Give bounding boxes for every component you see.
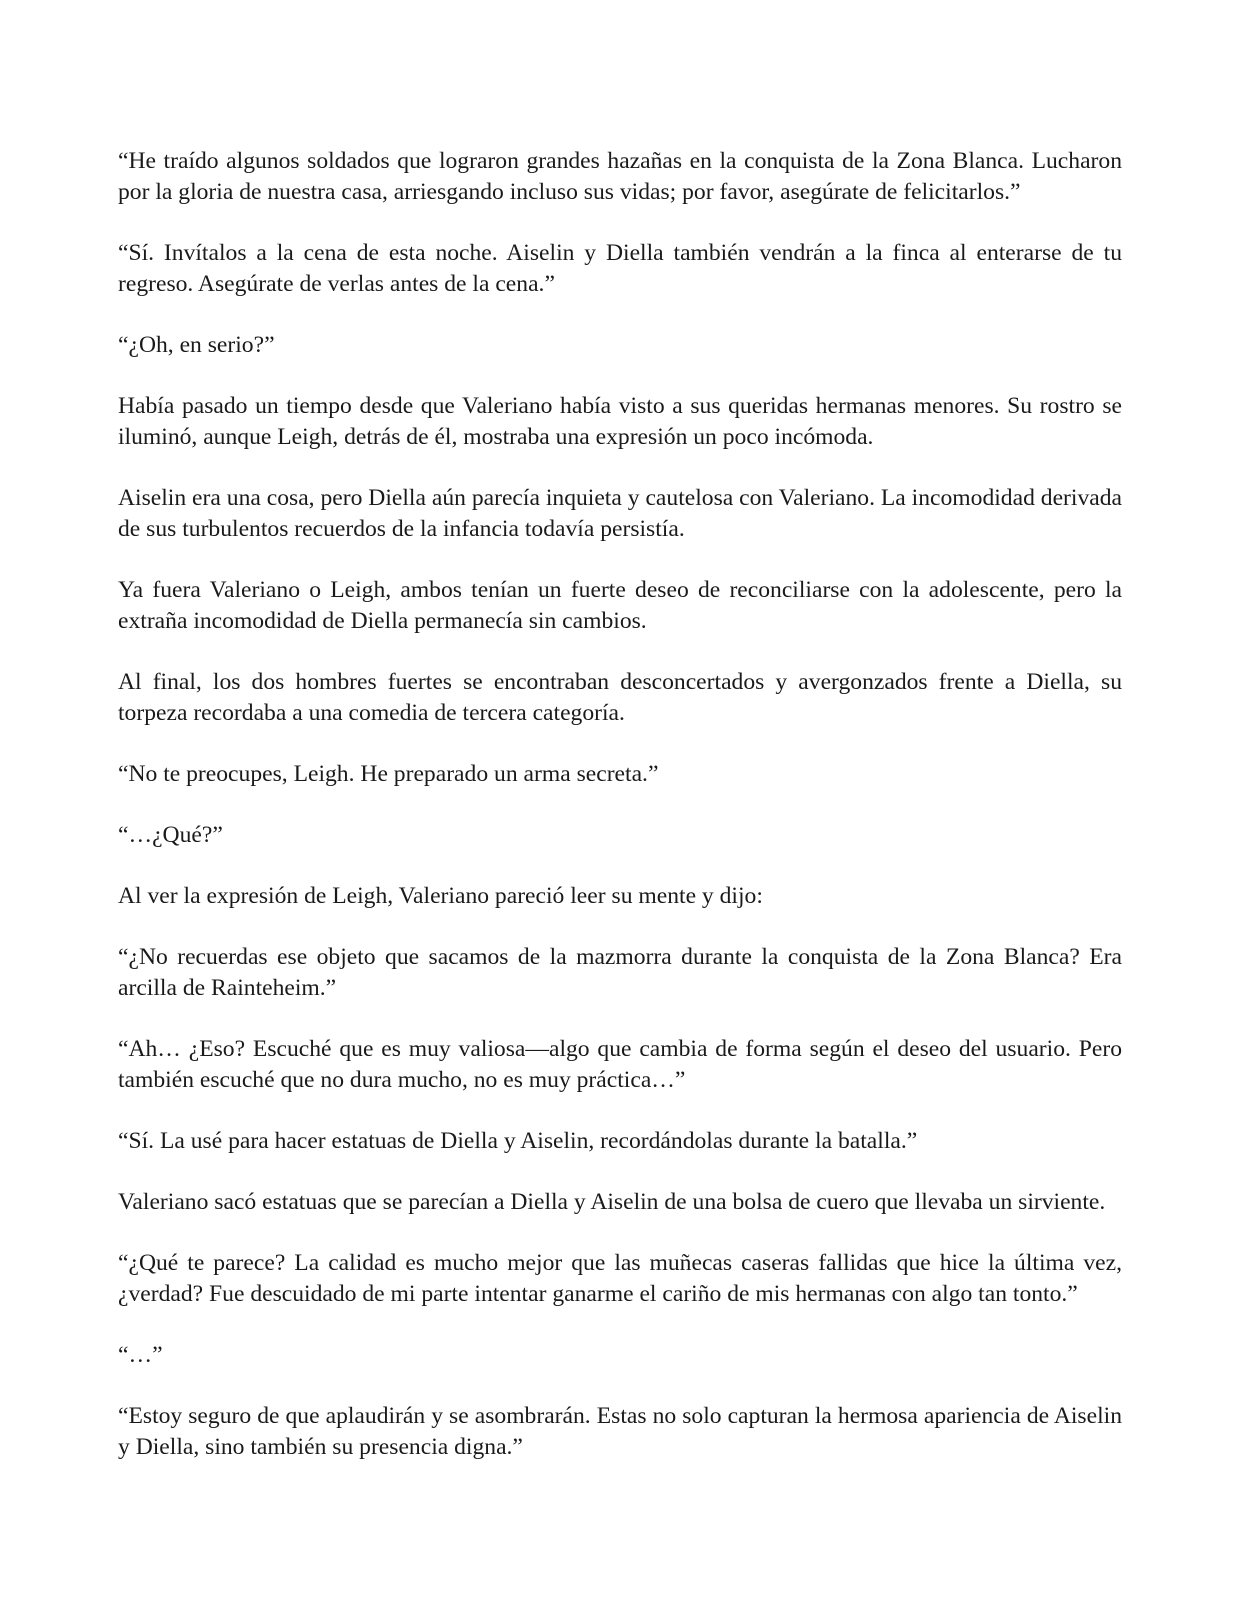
paragraph-3: “¿Oh, en serio?”: [118, 332, 275, 358]
paragraph-6: Ya fuera Valeriano o Leigh, ambos tenían un fuerte deseo de reconciliarse con la adolescente, pero la extraña incomodidad de Diella permanecía sin cambios.: [118, 577, 1122, 634]
paragraph-10: Al ver la expresión de Leigh, Valeriano pareció leer su mente y dijo:: [118, 883, 763, 909]
paragraph-4: Había pasado un tiempo desde que Valeriano había visto a sus queridas hermanas menores. Su rostro se iluminó, aunque Leigh, detrás de él, mostraba una expresión un poco incómoda.: [118, 393, 1122, 450]
paragraph-17: “Estoy seguro de que aplaudirán y se asombrarán. Estas no solo capturan la hermosa apariencia de Aiselin y Diella, sino también su presencia digna.”: [118, 1403, 1122, 1460]
paragraph-15: “¿Qué te parece? La calidad es mucho mejor que las muñecas caseras fallidas que hice la última vez, ¿verdad? Fue descuidado de mi parte intentar ganarme el cariño de mis hermanas con algo tan tonto.”: [118, 1250, 1122, 1307]
paragraph-1: “He traído algunos soldados que lograron grandes hazañas en la conquista de la Zona Blanca. Lucharon por la gloria de nuestra casa, arriesgando incluso sus vidas; por favor, asegúrate de felicitarlos.”: [118, 148, 1122, 205]
paragraph-16: “…”: [118, 1342, 163, 1368]
paragraph-7: Al final, los dos hombres fuertes se encontraban desconcertados y avergonzados frente a Diella, su torpeza recordaba a una comedia de tercera categoría.: [118, 669, 1122, 726]
paragraph-13: “Sí. La usé para hacer estatuas de Diella y Aiselin, recordándolas durante la batalla.”: [118, 1128, 918, 1154]
paragraph-11: “¿No recuerdas ese objeto que sacamos de la mazmorra durante la conquista de la Zona Blanca? Era arcilla de Rainteheim.”: [118, 944, 1122, 1001]
paragraph-5: Aiselin era una cosa, pero Diella aún parecía inquieta y cautelosa con Valeriano. La incomodidad derivada de sus turbulentos recuerdos de la infancia todavía persistía.: [118, 485, 1122, 542]
paragraph-14: Valeriano sacó estatuas que se parecían a Diella y Aiselin de una bolsa de cuero que llevaba un sirviente.: [118, 1189, 1106, 1215]
paragraph-2: “Sí. Invítalos a la cena de esta noche. Aiselin y Diella también vendrán a la finca al enterarse de tu regreso. Asegúrate de verlas antes de la cena.”: [118, 240, 1122, 297]
paragraph-8: “No te preocupes, Leigh. He preparado un arma secreta.”: [118, 761, 659, 787]
paragraph-9: “…¿Qué?”: [118, 822, 223, 848]
document-page: [118, 146, 1122, 1493]
paragraph-12: “Ah… ¿Eso? Escuché que es muy valiosa—algo que cambia de forma según el deseo del usuario. Pero también escuché que no dura mucho, no es muy práctica…”: [118, 1036, 1122, 1093]
